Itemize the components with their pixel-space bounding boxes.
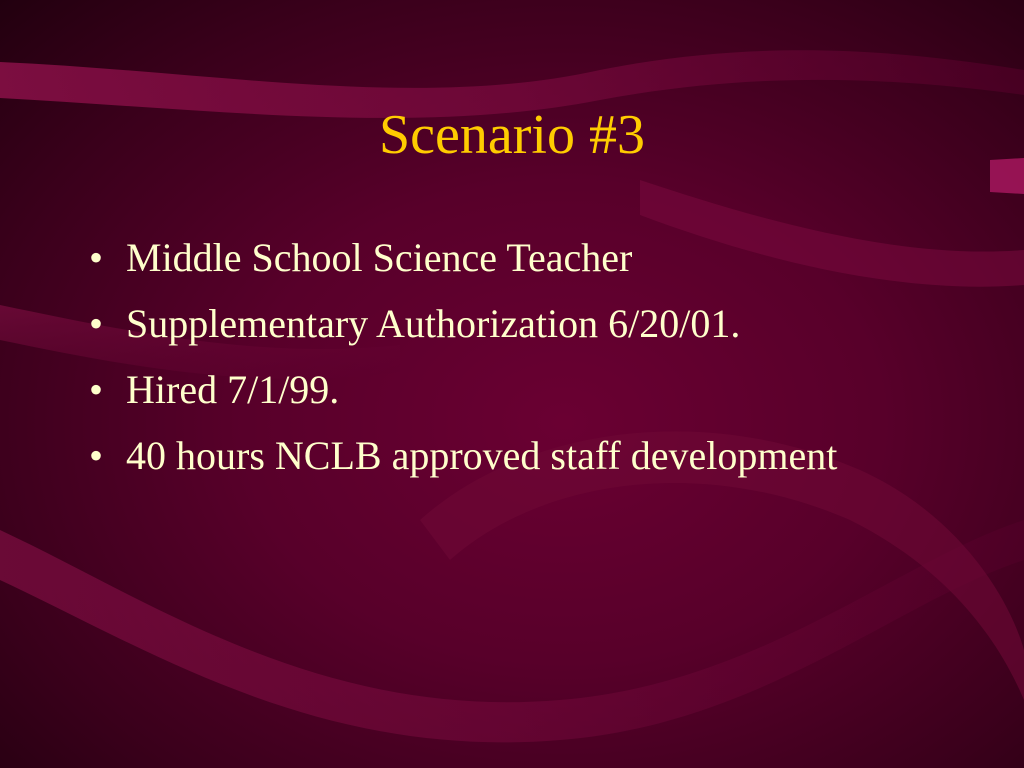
bullet-text: Supplementary Authorization 6/20/01.: [126, 301, 741, 346]
bullet-text: 40 hours NCLB approved staff development: [126, 433, 838, 478]
bullet-item-staff-development: [84, 424, 984, 490]
bullet-text: Hired 7/1/99.: [126, 367, 340, 412]
bullet-icon: •: [88, 367, 103, 412]
bullet-text: Middle School Science Teacher: [126, 235, 633, 280]
slide-title: Scenario #3: [379, 104, 645, 166]
bullet-item-hired: [84, 358, 984, 424]
swoosh-lower: [0, 520, 1024, 742]
bullet-icon: •: [88, 301, 103, 346]
bullet-icon: •: [88, 235, 103, 280]
bullet-item-authorization: [84, 292, 984, 358]
bullet-icon: •: [88, 433, 103, 478]
bullet-list: [84, 226, 984, 490]
bullet-item-role: [84, 226, 984, 292]
